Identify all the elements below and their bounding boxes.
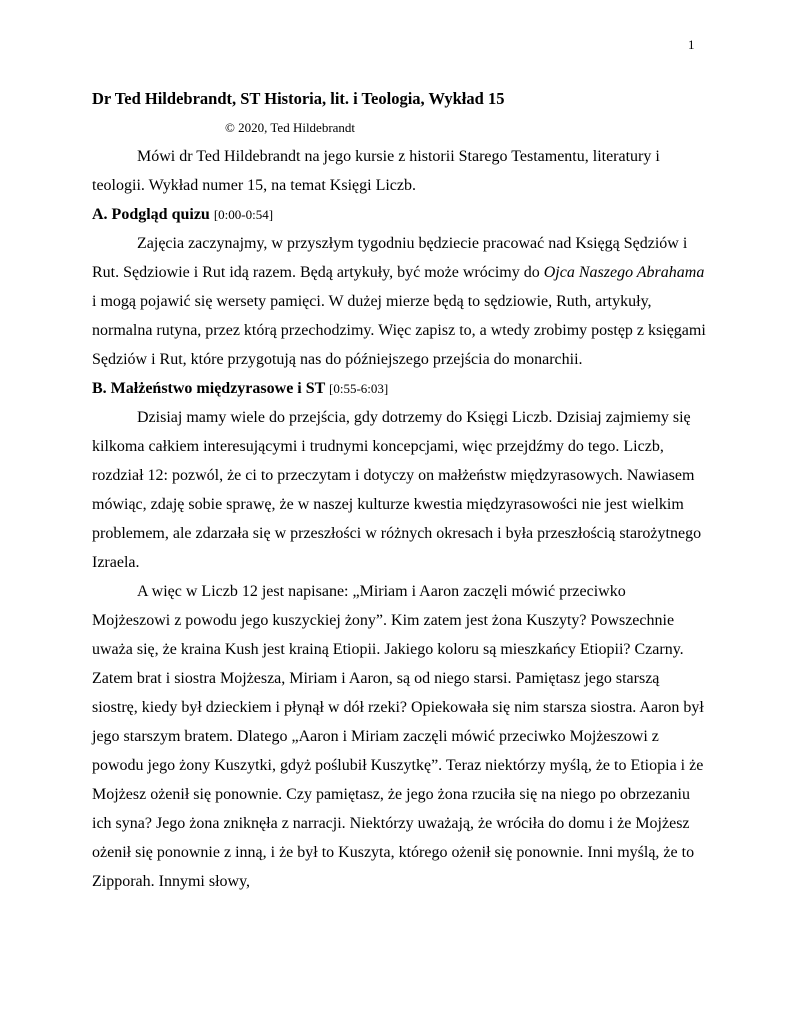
intro-paragraph: Mówi dr Ted Hildebrandt na jego kursie z historii Starego Testamentu, literatury i teologii. Wykład numer 15, na temat Księgi Liczb. xyxy=(92,148,660,194)
copyright-line: © 2020, Ted Hildebrandt xyxy=(225,120,356,135)
section-b-paragraph-2: A więc w Liczb 12 jest napisane: „Miriam i Aaron zaczęli mówić przeciwko Mojżeszowi z powodu jego kuszyckiej żony”. Kim zatem jest żona Kuszyty? Powszechnie uważa się, że kraina Kush jest krainą Etiopii. Jakiego koloru są mieszkańcy Etiopii? Czarny. Zatem brat i siostra Mojżesza, Miriam i Aaron, są od niego starsi. Pamiętasz jego starszą siostrę, kiedy był dzieckiem i płynął w dół rzeki? Opiekowała się nim starsza siostra. Aaron był jego starszym bratem. Dlatego „Aaron i Miriam zaczęli mówić przeciwko Mojżeszowi z powodu jego żony Kuszytki, gdyż poślubił Kuszytkę”. Teraz niektórzy myślą, że to Etiopia i że Mojżesz ożenił się ponownie. Czy pamiętasz, że jego żona rzuciła się na niego po obrzezaniu ich syna? Jego żona zniknęła z narracji. Niektórzy uważają, że wróciła do domu i że Mojżesz ożenił się ponownie z inną, i że był to Kuszyta, którego ożenił się ponownie. Inni myślą, że to Zipporah. Innymi słowy, xyxy=(92,583,704,890)
section-a-paragraph-post: i mogą pojawić się wersety pamięci. W dużej mierze będą to sędziowie, Ruth, artykuły, normalna rutyna, przez którą przechodzimy. Więc zapisz to, a wtedy zrobimy postęp z księgami Sędziów i Rut, które przygotują nas do późniejszego przejścia do monarchii. xyxy=(92,293,706,368)
section-a-heading-text: A. Podgląd quizu xyxy=(92,206,210,223)
section-a-heading xyxy=(92,200,706,229)
section-b-paragraph-1: Dzisiaj mamy wiele do przejścia, gdy dotrzemy do Księgi Liczb. Dzisiaj zajmiemy się kilkoma całkiem interesującymi i trudnymi koncepcjami, więc przejdźmy do tego. Liczb, rozdział 12: pozwól, że ci to przeczytam i dotyczy on małżeństw międzyrasowych. Nawiasem mówiąc, zdaję sobie sprawę, że w naszej kulturze kwestia międzyrasowości nie jest wielkim problemem, ale zdarzała się w przeszłości w różnych okresach i była przeszłością starożytnego Izraela. xyxy=(92,409,702,571)
document-title: Dr Ted Hildebrandt, ST Historia, lit. i Teologia, Wykład 15 xyxy=(92,89,505,108)
section-b-heading xyxy=(92,374,706,403)
section-a-timestamp: [0:00-0:54] xyxy=(213,207,274,222)
section-a-paragraph-pre: Zajęcia zaczynajmy, w przyszłym tygodniu będziecie pracować nad Księgą Sędziów i Rut. Sędziowie i Rut idą razem. Będą artykuły, być może wrócimy do xyxy=(92,235,688,281)
section-b-timestamp: [0:55-6:03] xyxy=(329,381,389,396)
section-b-heading-text: B. Małżeństwo międzyrasowe i ST xyxy=(92,380,326,397)
section-a-paragraph-book-title: Ojca Naszego Abrahama xyxy=(543,264,705,281)
page-number: 1 xyxy=(688,37,695,52)
document-content xyxy=(92,84,706,896)
section-a-paragraph xyxy=(92,229,706,374)
